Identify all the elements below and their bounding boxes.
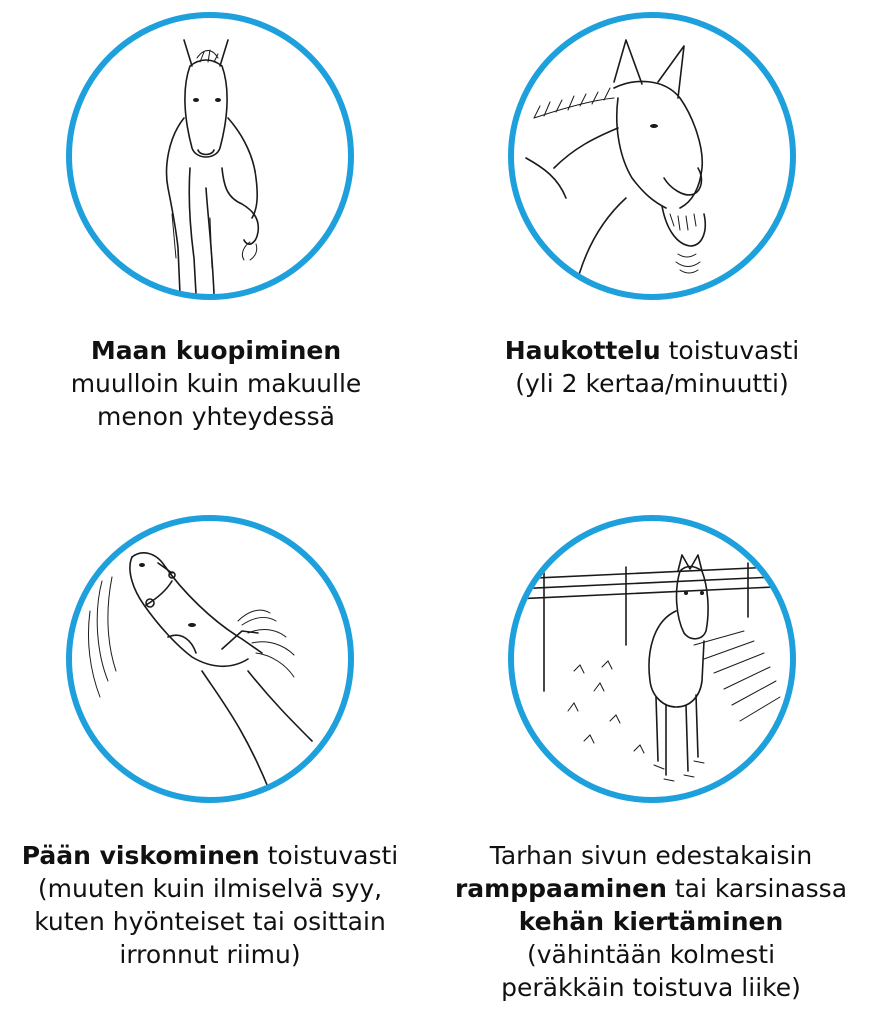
caption-head-tossing [0,839,420,971]
caption-bold: kehän kiertäminen [518,907,784,936]
caption-bold: Maan kuopiminen [90,336,342,365]
caption-line: (muuten kuin ilmiselvä syy, [37,874,383,903]
caption-line: peräkkäin toistuva liike) [501,973,801,1002]
horse-head-tossing-illustration [66,515,354,803]
caption-line [436,872,866,905]
caption-line: (yli 2 kertaa/minuutti) [515,369,789,398]
caption-line: kuten hyönteiset tai osittain [34,907,386,936]
horse-yawning-drawing [514,18,790,294]
caption-line: Tarhan sivun edestakaisin [489,841,813,870]
horse-pawing-drawing [72,18,348,294]
caption-line: (vähintään kolmesti [526,940,776,969]
caption-line [436,905,866,938]
caption-text: toistuvasti [660,336,800,365]
horse-pacing-illustration [508,515,796,803]
caption-line: muulloin kuin makuulle [70,369,362,398]
horse-pawing-illustration [66,12,354,300]
horse-pacing-drawing [514,521,790,797]
caption-pacing [436,839,866,1004]
horse-yawning-illustration [508,12,796,300]
caption-line: menon yhteydessä [97,402,335,431]
caption-line [452,334,852,367]
caption-text: tai karsinassa [666,874,848,903]
caption-line: irronnut riimu) [119,940,301,969]
caption-bold: Haukottelu [504,336,661,365]
caption-bold: Pään viskominen [21,841,260,870]
caption-line [0,839,420,872]
caption-pawing [20,334,412,433]
caption-text: toistuvasti [259,841,399,870]
caption-line [20,334,412,367]
caption-bold: ramppaaminen [454,874,667,903]
caption-yawning [452,334,852,400]
horse-head-tossing-drawing [72,521,348,797]
